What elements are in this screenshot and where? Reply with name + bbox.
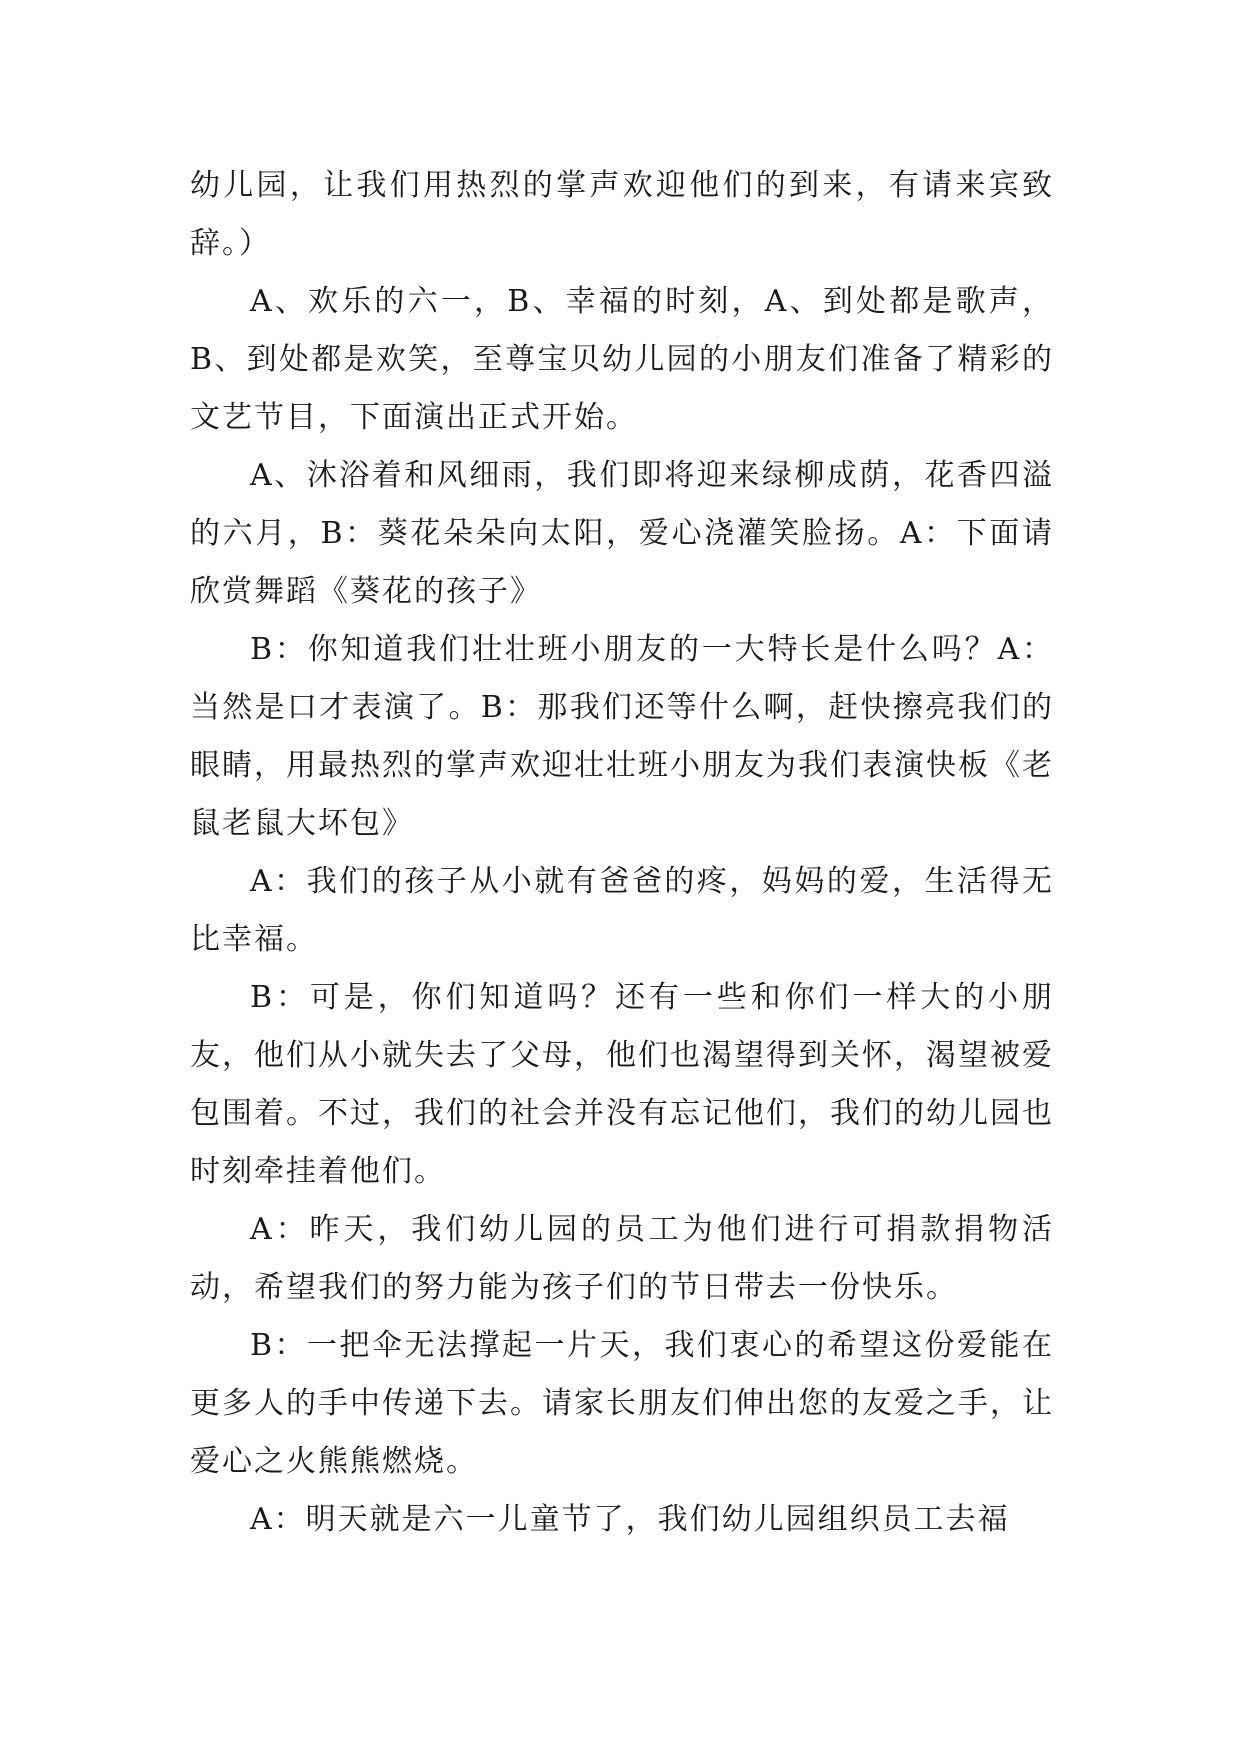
paragraph-5: A：我们的孩子从小就有爸爸的疼，妈妈的爱，生活得无比幸福。 — [190, 864, 1054, 957]
paragraph-7: A：昨天，我们幼儿园的员工为他们进行可捐款捐物活动，希望我们的努力能为孩子们的节日带去一份快乐。 — [190, 1212, 1054, 1305]
paragraph-3: A、沐浴着和风细雨，我们即将迎来绿柳成荫，花香四溢的六月，B：葵花朵朵向太阳，爱心浇灌笑脸扬。A：下面请欣赏舞蹈《葵花的孩子》 — [190, 458, 1054, 609]
paragraph-1: 幼儿园，让我们用热烈的掌声欢迎他们的到来，有请来宾致辞。） — [190, 168, 1054, 261]
paragraph-8: B：一把伞无法撑起一片天，我们衷心的希望这份爱能在更多人的手中传递下去。请家长朋友们伸出您的友爱之手，让爱心之火熊熊燃烧。 — [190, 1328, 1054, 1479]
paragraph-2: A、欢乐的六一，B、幸福的时刻，A、到处都是歌声，B、到处都是欢笑，至尊宝贝幼儿园的小朋友们准备了精彩的文艺节目，下面演出正式开始。 — [190, 284, 1054, 435]
paragraph-9: A：明天就是六一儿童节了，我们幼儿园组织员工去福 — [250, 1502, 1010, 1537]
document-body — [190, 157, 1054, 1549]
paragraph-4: B：你知道我们壮壮班小朋友的一大特长是什么吗？A：当然是口才表演了。B：那我们还等什么啊，赶快擦亮我们的眼睛，用最热烈的掌声欢迎壮壮班小朋友为我们表演快板《老鼠老鼠大坏包》 — [190, 632, 1054, 841]
paragraph-6: B：可是，你们知道吗？还有一些和你们一样大的小朋友，他们从小就失去了父母，他们也渴望得到关怀，渴望被爱包围着。不过，我们的社会并没有忘记他们，我们的幼儿园也时刻牵挂着他们。 — [190, 980, 1054, 1189]
